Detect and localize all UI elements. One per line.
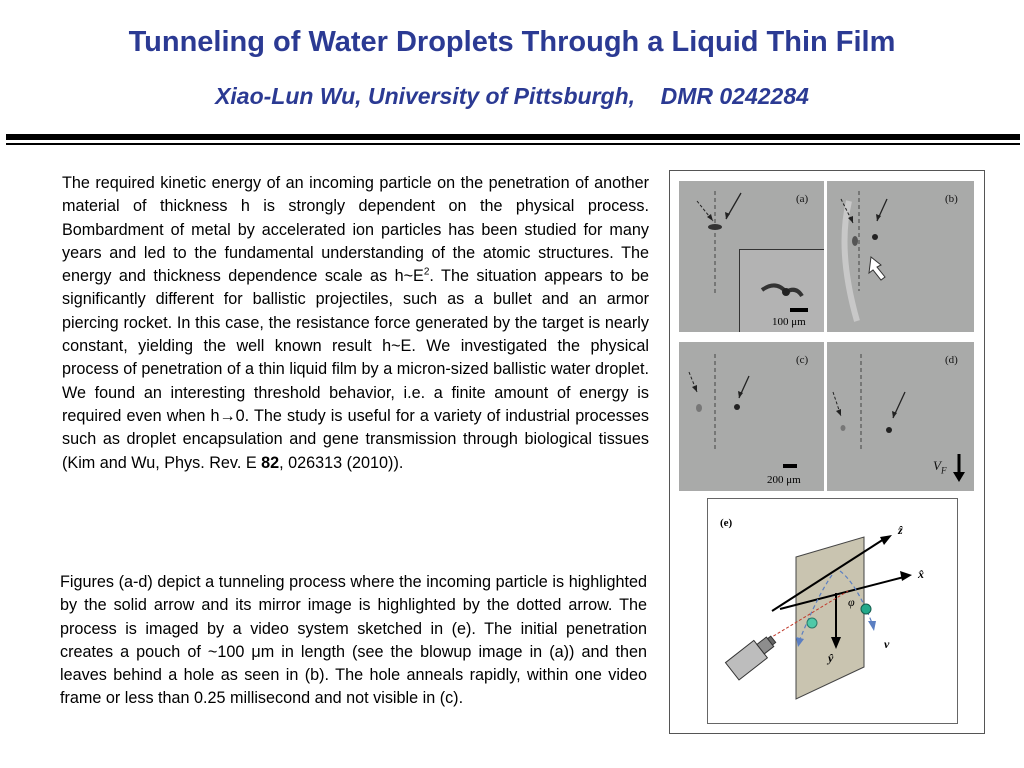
angle-phi-label: φ [848,595,855,609]
axis-z-label: ẑ [898,523,903,537]
p1-text-a: The required kinetic energy of an incoming particle on the penetration of another material of thickness h is strongly dependent on the physical process. Bombardment of metal by accelerated ion particles has been studied for many years and led to the fundamental understanding of the atomic structures. The energy and thickness dependence scale as h~E [62,174,649,286]
schematic-drawing [708,499,957,723]
body-paragraph-2: Figures (a-d) depict a tunneling process where the incoming particle is highlighted by the solid arrow and its mirror image is highlighted by the dotted arrow. The process is imaged by a video system sketched in (e). The initial penetration creates a pouch of ~100 μm in length (see the blowup image in (a)) and then leaves behind a hole as seen in (b). The hole anneals rapidly, within one video frame or less than 0.25 millisecond and not visible in (c). [60,573,647,708]
vf-subscript: F [940,465,947,476]
p1-text-c: , 026313 (2010)). [279,453,404,472]
axis-x-label: x̂ [918,567,924,581]
velocity-label: v⃗ [884,637,899,651]
micrograph-panel-c [679,342,824,491]
micrograph-panel-a [679,181,824,332]
p1-text-b: . The situation appears to be significantly different for ballistic projectiles, such as a bullet and an armor piercing rocket. In this case, the resistance force generated by the target is nearly constant, yielding the well known result h~E. We investigated the physical process of penetration of a thin liquid film by a micron-sized ballistic water droplet. We found an interesting threshold behavior, i.e. a finite amount of energy is required even when h→0. The study is useful for a variety of industrial processes such as droplet encapsulation and gene transmission through biological tissues (Kim and Wu, Phys. Rev. E [62,267,649,472]
header-rule-thin [6,143,1020,145]
blowup-inset [739,249,824,332]
inset-scale-label: 100 μm [772,316,806,328]
axis-y-label: ŷ [828,651,834,665]
vf-main: V [933,458,941,473]
panel-b-label: (b) [945,193,958,205]
slide-subtitle: Xiao-Lun Wu, University of Pittsburgh, DMR 0242284 [215,83,809,109]
p1-volume-number: 82 [261,453,280,472]
vf-label [933,458,946,476]
panel-e-label: (e) [720,517,733,529]
panel-a-label: (a) [796,193,809,205]
scale-200-label: 200 μm [767,474,801,486]
schematic-panel-e [707,498,958,724]
panel-d-label: (d) [945,354,958,366]
slide-title: Tunneling of Water Droplets Through a Liquid Thin Film [128,26,896,58]
micrograph-panel-b [827,181,974,332]
panel-c-label: (c) [796,354,809,366]
p1-superscript: 2 [423,266,430,278]
micrograph-panel-d [827,342,974,491]
header-rule-thick [6,134,1020,140]
body-paragraph-1 [62,172,649,475]
